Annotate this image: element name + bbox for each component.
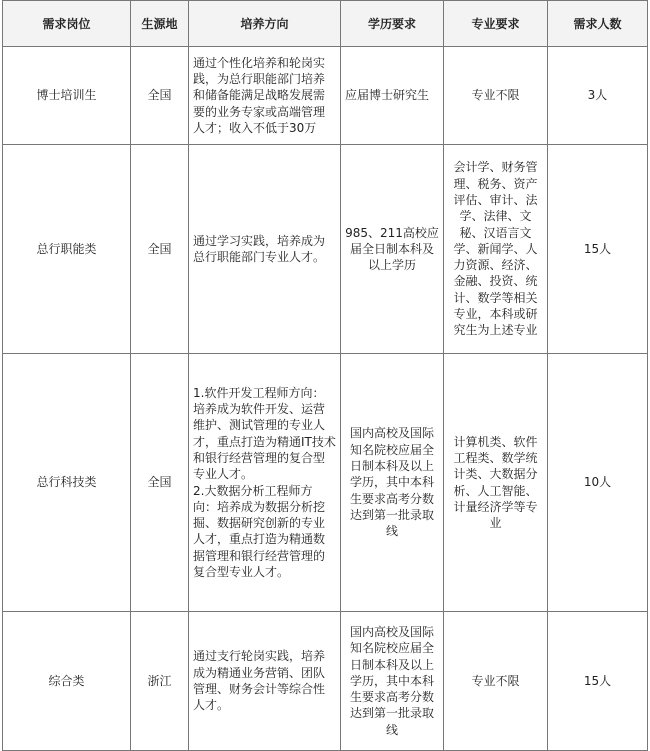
direction-text-2: 2.大数据分析工程师方向：培养成为数据分析挖掘、数据研究创新的专业人才，重点打造为精通数据管理和银行经营管理的复合型专业人才。 [193, 483, 326, 579]
education-text: 应届博士研究生 [345, 88, 430, 103]
header-major: 专业要求 [444, 1, 548, 47]
position-cell: 博士培训生 [3, 47, 131, 145]
position-cell: 总行职能类 [3, 145, 131, 354]
education-text: 985、211高校应届全日制本科及以上学历 [345, 225, 439, 273]
count-cell: 3人 [548, 47, 648, 145]
origin-cell: 全国 [131, 354, 189, 612]
header-direction: 培养方向 [189, 1, 341, 47]
education-cell [341, 47, 444, 145]
origin-cell: 浙江 [131, 612, 189, 751]
count-cell: 15人 [548, 145, 648, 354]
header-count: 需求人数 [548, 1, 648, 47]
header-education: 学历要求 [341, 1, 444, 47]
major-cell [444, 145, 548, 354]
education-cell [341, 145, 444, 354]
major-text: 计算机类、软件工程类、数学统计类、大数据分析、人工智能、计量经济学等专业 [453, 434, 538, 531]
position-cell: 总行科技类 [3, 354, 131, 612]
direction-text: 通过学习实践，培养成为总行职能部门专业人才。 [193, 233, 326, 264]
header-position: 需求岗位 [3, 1, 131, 47]
direction-cell [189, 145, 341, 354]
direction-text: 通过个性化培养和轮岗实践，为总行职能部门培养和储备能满足战略发展需要的业务专家或高端管理人才；收入不低于30万 [193, 55, 326, 135]
table-row [3, 47, 648, 145]
count-cell: 10人 [548, 354, 648, 612]
table-row [3, 354, 648, 612]
count-cell: 15人 [548, 612, 648, 751]
header-origin: 生源地 [131, 1, 189, 47]
origin-cell: 全国 [131, 47, 189, 145]
major-cell [444, 354, 548, 612]
recruitment-table [2, 0, 648, 751]
education-text: 国内高校及国际知名院校应届全日制本科及以上学历，其中本科生要求高考分数达到第一批录取线 [349, 624, 434, 737]
header-row [3, 1, 648, 47]
education-cell [341, 354, 444, 612]
major-cell: 专业不限 [444, 47, 548, 145]
origin-cell: 全国 [131, 145, 189, 354]
major-text: 会计学、财务管理、税务、资产评估、审计、法学、法律、文秘、汉语言文学、新闻学、人力资源、经济、金融、投资、统计、数学等相关专业，本科或研究生为上述专业 [453, 160, 538, 338]
direction-cell [189, 47, 341, 145]
table-row [3, 145, 648, 354]
direction-text: 通过支行轮岗实践，培养成为精通业务营销、团队管理、财务会计等综合性人才。 [193, 649, 326, 713]
education-cell [341, 612, 444, 751]
direction-cell [189, 612, 341, 751]
direction-text-1: 1.软件开发工程师方向：培养成为软件开发、运营维护、测试管理的专业人才，重点打造为精通IT技术和银行经营管理的复合型专业人才。 [193, 385, 336, 482]
education-text: 国内高校及国际知名院校应届全日制本科及以上学历，其中本科生要求高考分数达到第一批录取线 [349, 426, 434, 539]
direction-cell [189, 354, 341, 612]
major-cell: 专业不限 [444, 612, 548, 751]
table-row [3, 612, 648, 751]
position-cell: 综合类 [3, 612, 131, 751]
